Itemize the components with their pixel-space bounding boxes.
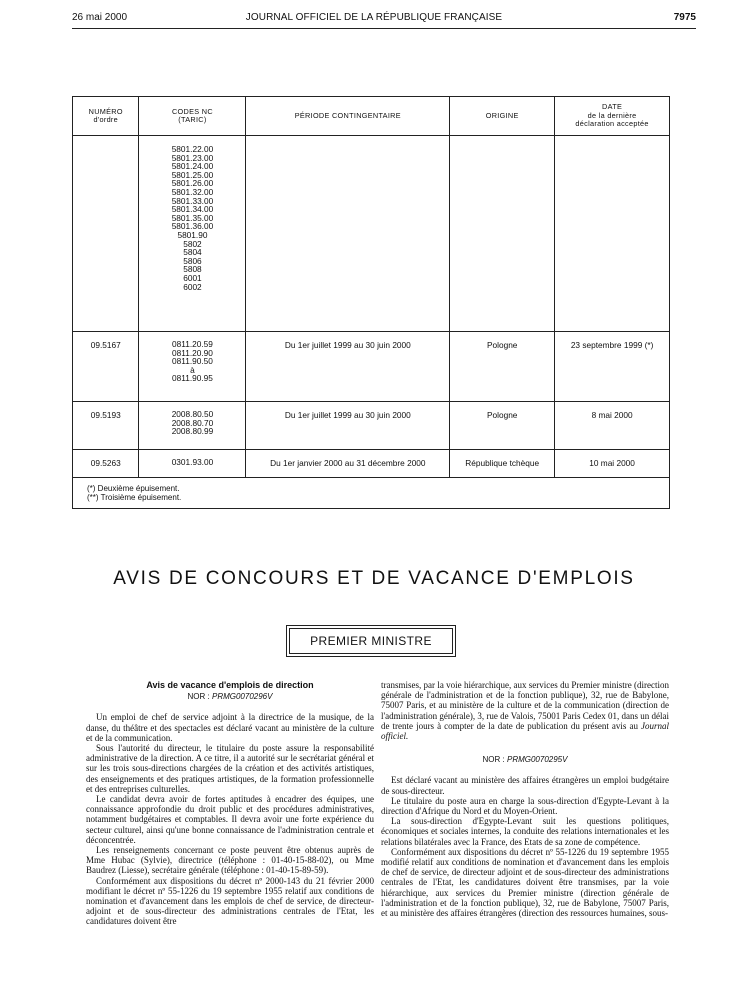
page-number: 7975: [673, 12, 696, 23]
cell-date: 23 septembre 1999 (*): [555, 332, 670, 402]
table-row: [73, 402, 670, 450]
cell-numero: 09.5193: [73, 402, 139, 450]
cell-origine: Pologne: [450, 402, 555, 450]
continued-paragraph: transmises, par la voie hiérarchique, aux services du Premier ministre (direction générale de l'administration et de la fonction publique), 32, rue de Babylone, 75007 Paris, et au ministère de la culture et de la communication (direction de l'administration générale), 3, rue de Valois, 75001 Paris Cedex 01, dans un délai de trente jours à compter de la date de publication du présent avis au Journal officiel.: [381, 680, 669, 742]
quota-table: [72, 96, 670, 509]
tariff-code: 5801.32.00: [171, 186, 214, 197]
tariff-code: 5801.24.00: [171, 161, 214, 172]
cell-numero: [73, 136, 139, 332]
tariff-code: 0301.93.00: [171, 457, 214, 467]
cell-date: 8 mai 2000: [555, 402, 670, 450]
note-2: (**) Troisième épuisement.: [87, 493, 182, 502]
paragraph: Un emploi de chef de service adjoint à la directrice de la musique, de la danse, du théâtre et des spectacles est déclaré vacant au ministère de la culture et de la communication.: [86, 712, 374, 743]
paragraph: Conformément aux dispositions du décret nº 55-1226 du 19 septembre 1955 modifié relatif aux conditions de nomination et d'avancement dans les emplois de chef de service, de directeur adjoint et de sous-directeur des administrations centrales de l'Etat, les candidatures doivent être transmises, par la voie hiérarchique, aux services du Premier ministre (direction générale de l'administration et de la fonction publique), 32, rue de Babylone, 75007 Paris, et au ministère des affaires étrangères (direction des ressources humaines, sous-: [381, 846, 669, 919]
tariff-code: 5801.33.00: [171, 195, 214, 206]
cell-numero: 09.5263: [73, 450, 139, 478]
paragraph: Le titulaire du poste aura en charge la sous-direction d'Egypte-Levant à la direction d'Afrique du Nord et du Moyen-Orient.: [381, 795, 669, 817]
paragraph: La sous-direction d'Egypte-Levant suit les questions politiques, économiques et sociales internes, la conduite des relations internationales et les relations bilatérales avec la France, des Etats de sa zone de compétence.: [381, 816, 669, 847]
table-notes-row: [73, 478, 670, 509]
table-row: [73, 450, 670, 478]
tariff-code: 5801.23.00: [171, 152, 214, 163]
tariff-code: 0811.20.90: [171, 347, 213, 358]
tariff-code: 5801.22.00: [171, 144, 214, 154]
cell-numero: 09.5167: [73, 332, 139, 402]
col-header-date: DATE de la dernière déclaration acceptée: [555, 97, 670, 136]
cell-periode: [246, 136, 450, 332]
cell-periode: Du 1er janvier 2000 au 31 décembre 2000: [246, 450, 450, 478]
tariff-code: 2008.80.99: [171, 426, 214, 437]
note-1: (*) Deuxième épuisement.: [87, 484, 180, 493]
ministry-box: PREMIER MINISTRE: [289, 628, 453, 654]
header-date: 26 mai 2000: [72, 12, 128, 23]
cell-periode: Du 1er juillet 1999 au 30 juin 2000: [246, 402, 450, 450]
nor-reference-1: NOR : PRMG0070296V: [187, 692, 273, 702]
tariff-code: 5801.34.00: [171, 204, 214, 215]
col-header-numero: NUMÉRO d'ordre: [73, 97, 139, 136]
tariff-code: 6001: [183, 272, 202, 283]
article-title: Avis de vacance d'emplois de direction: [146, 680, 314, 690]
cell-codes: [139, 136, 246, 332]
cell-codes: [139, 332, 246, 402]
tariff-code: 2008.80.50: [171, 409, 214, 419]
tariff-code: 5801.26.00: [171, 178, 214, 189]
tariff-code: 5806: [183, 255, 202, 266]
section-title: AVIS DE CONCOURS ET DE VACANCE D'EMPLOIS: [113, 568, 635, 589]
tariff-code: à: [190, 364, 195, 375]
table-row: [73, 136, 670, 332]
table-notes: [73, 478, 670, 509]
cell-periode: Du 1er juillet 1999 au 30 juin 2000: [246, 332, 450, 402]
cell-origine: République tchèque: [450, 450, 555, 478]
col-header-periode: PÉRIODE CONTINGENTAIRE: [246, 97, 450, 136]
tariff-code: 2008.80.70: [171, 417, 214, 428]
tariff-code: 5801.35.00: [171, 212, 214, 223]
header-rule: [72, 28, 696, 29]
tariff-code: 5801.36.00: [171, 221, 214, 232]
tariff-code: 5801.25.00: [171, 169, 214, 180]
nor-reference-2: NOR : PRMG0070295V: [482, 755, 568, 765]
cell-codes: [139, 450, 246, 478]
tariff-code: 6002: [183, 281, 202, 292]
header-title: JOURNAL OFFICIEL DE LA RÉPUBLIQUE FRANÇAISE: [245, 12, 503, 23]
table-row: [73, 332, 670, 402]
tariff-code: 5801.90: [177, 229, 208, 240]
col-header-origine: ORIGINE: [450, 97, 555, 136]
cell-origine: Pologne: [450, 332, 555, 402]
tariff-code: 0811.20.59: [171, 339, 213, 349]
tariff-code: 5802: [183, 238, 202, 249]
cell-date: 10 mai 2000: [555, 450, 670, 478]
paragraph: Sous l'autorité du directeur, le titulaire du poste assure la responsabilité administrative de la direction. A ce titre, il a autorité sur le secrétariat général et sur les trois sous-directions chargées de la création et des activités artistiques, des enseignements et des pratiques artistiques, de la formation professionnelle et des entreprises culturelles.: [86, 743, 374, 794]
left-column: [86, 680, 374, 927]
cell-codes: [139, 402, 246, 450]
paragraph: Conformément aux dispositions du décret nº 2000-143 du 21 février 2000 modifiant le décret nº 55-1226 du 19 septembre 1955 relatif aux conditions de nomination et d'avancement dans les emplois de chef de service, de directeur-adjoint et de sous-directeur des administrations centrales de l'Etat, les candidatures doivent être: [86, 875, 374, 927]
tariff-code: 5804: [183, 247, 202, 258]
tariff-code: 5808: [183, 264, 202, 275]
tariff-code: 0811.90.50: [171, 356, 213, 367]
paragraph: Le candidat devra avoir de fortes aptitudes à encadrer des équipes, une connaissance approfondie du droit public et des procédures administratives, notamment budgétaires et comptables. Il devra avoir une forte expérience du secteur culturel, ainsi qu'une bonne connaissance de l'administration centrale et déconcentrée.: [86, 794, 374, 845]
table-header-row: [73, 97, 670, 136]
right-column: [381, 680, 669, 918]
tariff-code: 0811.90.95: [171, 373, 213, 384]
col-header-codes: CODES NC (TARIC): [139, 97, 246, 136]
paragraph: Est déclaré vacant au ministère des affaires étrangères un emploi budgétaire de sous-directeur.: [381, 775, 669, 796]
cell-origine: [450, 136, 555, 332]
cell-date: [555, 136, 670, 332]
paragraph: Les renseignements concernant ce poste peuvent être obtenus auprès de Mme Hubac (Sylvie), directrice (téléphone : 01-40-15-88-02), ou Mme Baudrez (Liesse), secrétaire générale (téléphone : 01-40-15-89-59).: [86, 845, 374, 876]
